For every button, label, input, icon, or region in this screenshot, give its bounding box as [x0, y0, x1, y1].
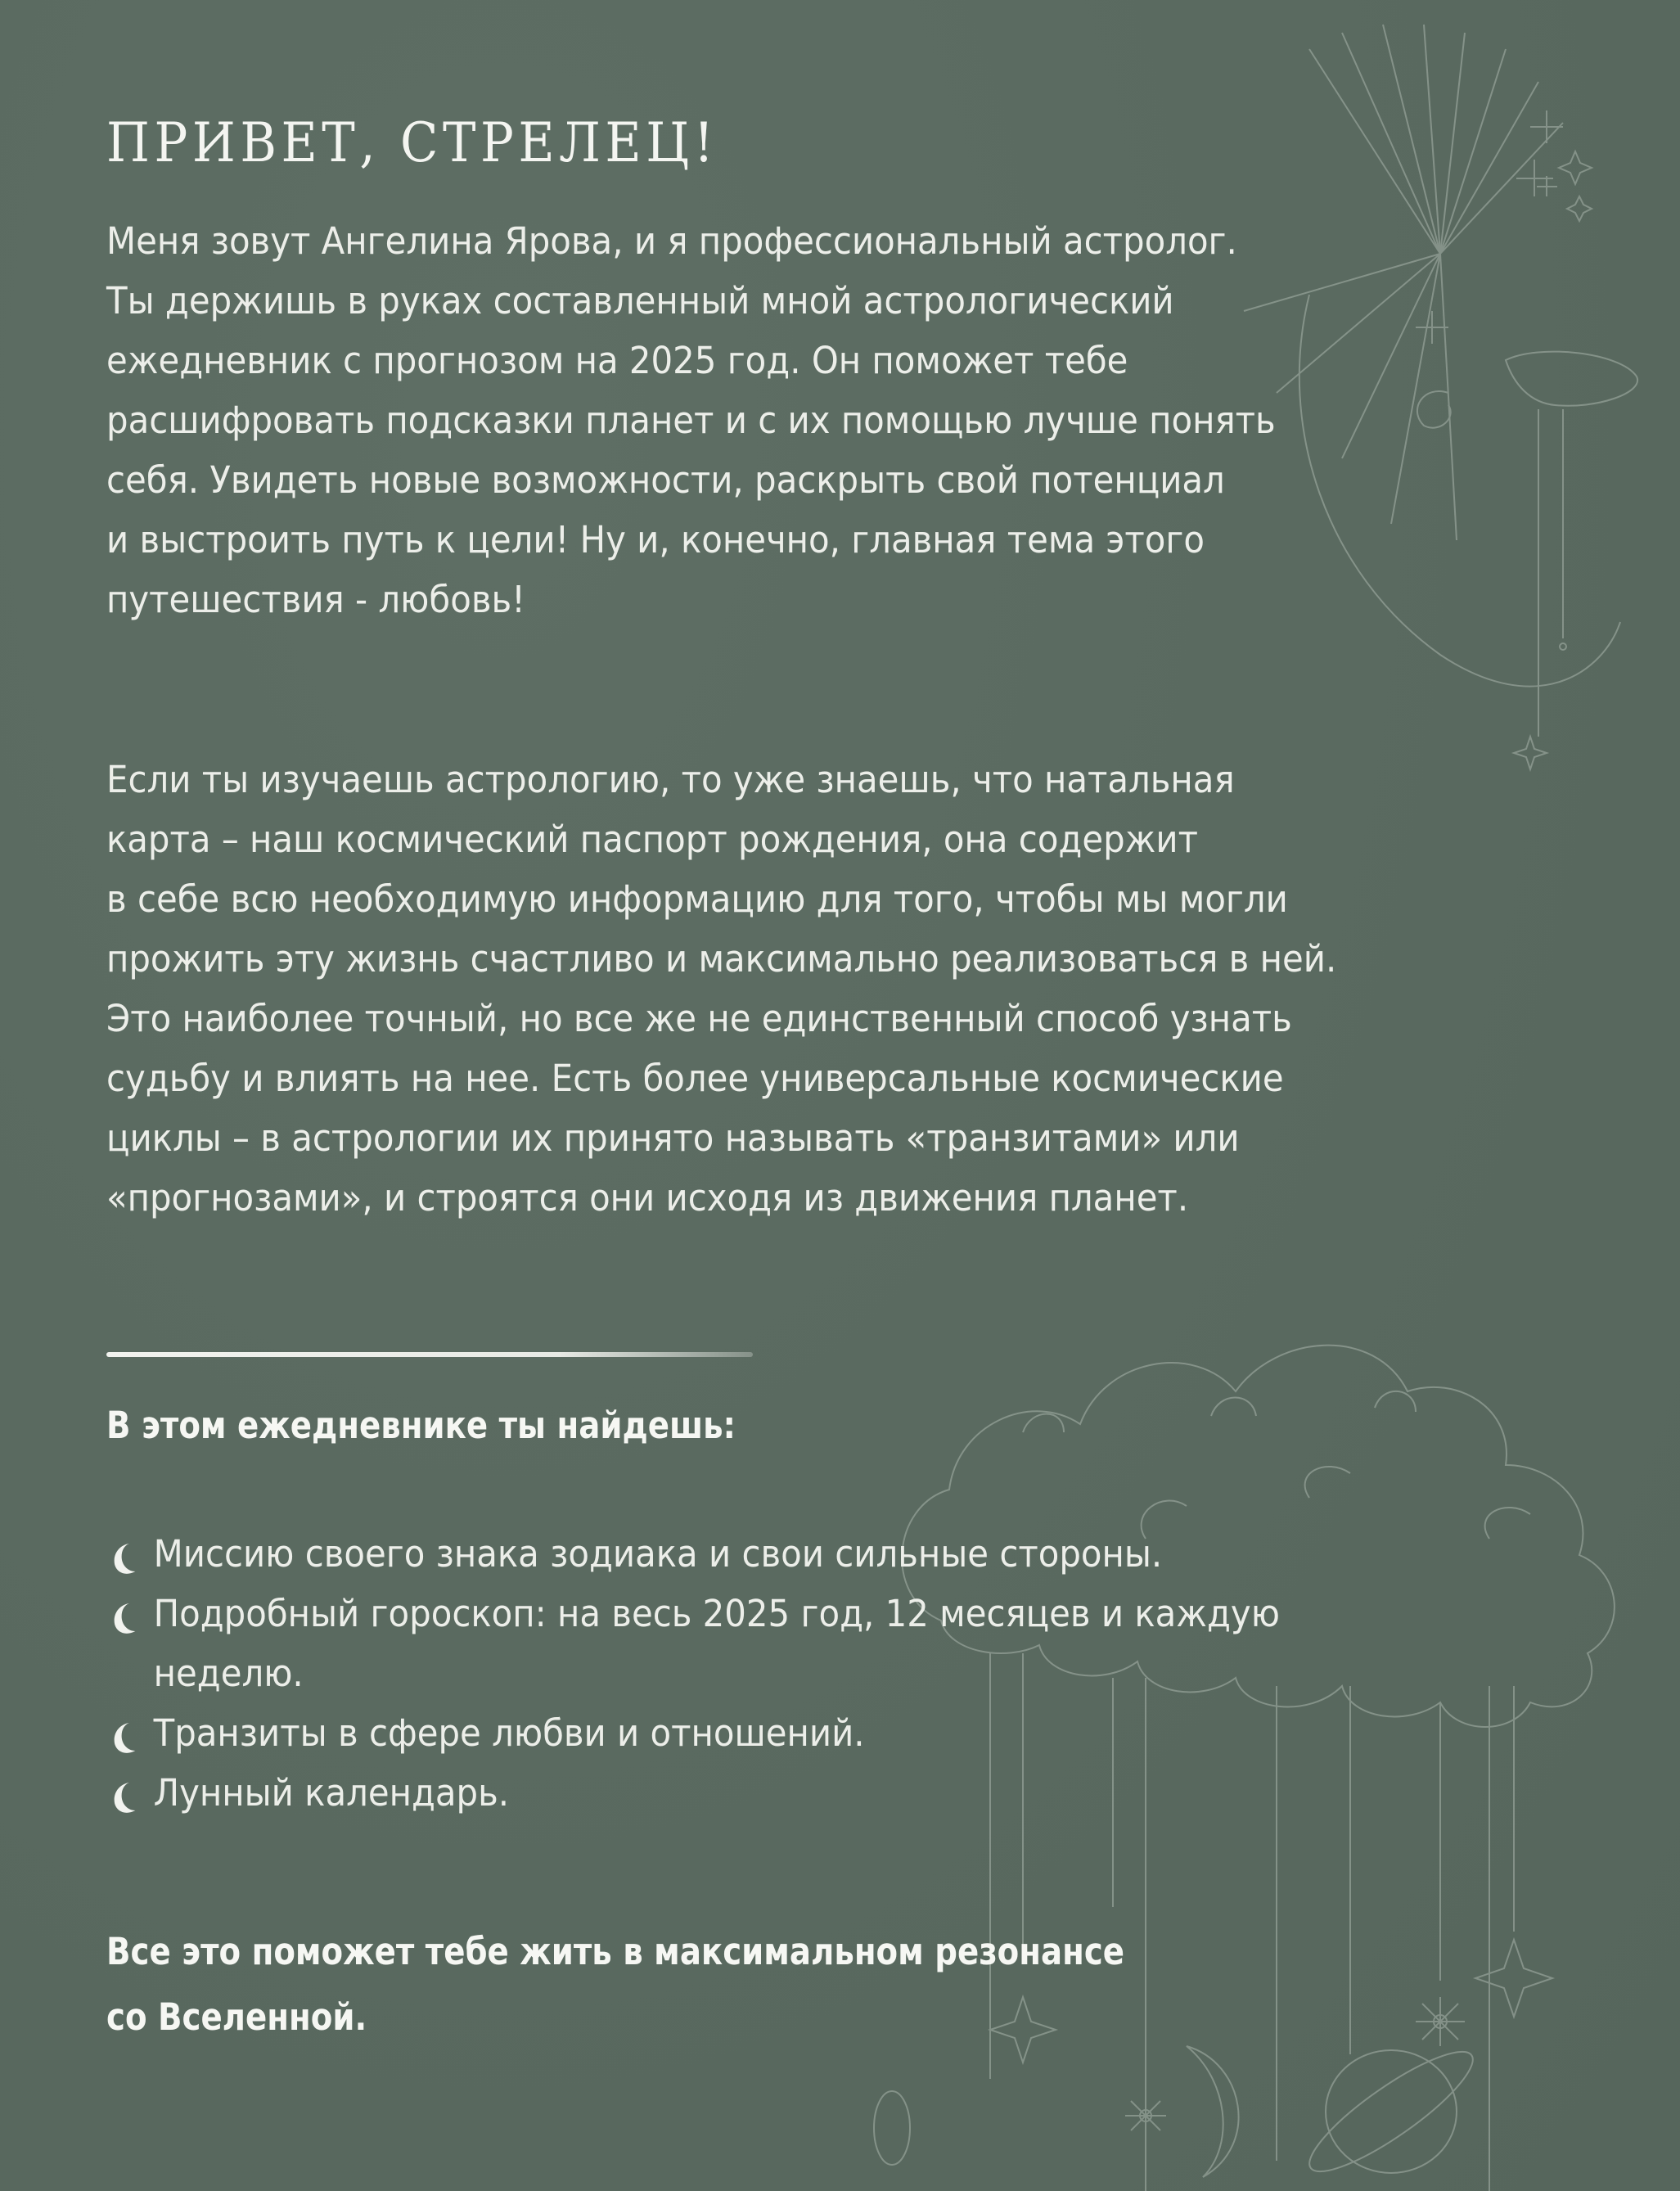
- list-item-text: Лунный календарь.: [153, 1771, 510, 1815]
- crescent-moon-icon: [108, 1720, 142, 1756]
- text-line: со Вселенной.: [106, 1995, 367, 2039]
- page-title: ПРИВЕТ, СТРЕЛЕЦ!: [106, 111, 718, 175]
- text-line: Ты держишь в руках составленный мной астрологический: [106, 279, 1174, 322]
- text-line: в себе всю необходимую информацию для того, чтобы мы могли: [106, 877, 1288, 921]
- list-item: [106, 1703, 1280, 1763]
- list-item-text: Подробный гороскоп: на весь 2025 год, 12 месяцев и каждую: [153, 1592, 1280, 1635]
- text-line: «прогнозами», и строятся они исходя из движения планет.: [106, 1176, 1189, 1219]
- text-line: Если ты изучаешь астрологию, то уже знаешь, что натальная: [106, 758, 1235, 801]
- text-line: и выстроить путь к цели! Ну и, конечно, главная тема этого: [106, 518, 1205, 561]
- features-list: [106, 1524, 1280, 1823]
- list-item: [106, 1524, 1280, 1584]
- text-line: ежедневник с прогнозом на 2025 год. Он поможет тебе: [106, 339, 1128, 382]
- list-item-text: Миссию своего знака зодиака и свои сильные стороны.: [153, 1532, 1163, 1576]
- text-line: прожить эту жизнь счастливо и максимально реализоваться в ней.: [106, 937, 1337, 981]
- text-line: Это наиболее точный, но все же не единственный способ узнать: [106, 997, 1292, 1040]
- crescent-moon-icon: [108, 1600, 142, 1636]
- brush-divider: [106, 1352, 753, 1357]
- text-line: карта – наш космический паспорт рождения, она содержит: [106, 818, 1198, 861]
- intro-paragraph: [106, 211, 1276, 629]
- text-line: расшифровать подсказки планет и с их помощью лучше понять: [106, 399, 1276, 442]
- list-item-text: неделю.: [153, 1652, 304, 1695]
- features-heading: В этом ежедневнике ты найдешь:: [106, 1404, 736, 1447]
- text-line: себя. Увидеть новые возможности, раскрыть свой потенциал: [106, 458, 1225, 502]
- astrology-paragraph: [106, 750, 1336, 1228]
- text-line: Меня зовут Ангелина Ярова, и я профессиональный астролог.: [106, 219, 1237, 263]
- text-line: судьбу и влиять на нее. Есть более универсальные космические: [106, 1057, 1284, 1100]
- list-item: [106, 1584, 1280, 1703]
- crescent-moon-icon: [108, 1779, 142, 1815]
- crescent-moon-icon: [108, 1540, 142, 1576]
- text-line: циклы – в астрологии их принято называть «транзитами» или: [106, 1116, 1240, 1160]
- text-line: Все это поможет тебе жить в максимальном резонансе: [106, 1930, 1125, 1973]
- list-item: [106, 1763, 1280, 1823]
- text-line: путешествия - любовь!: [106, 578, 525, 621]
- closing-statement: [106, 1919, 1124, 2050]
- list-item-text: Транзиты в сфере любви и отношений.: [153, 1711, 865, 1755]
